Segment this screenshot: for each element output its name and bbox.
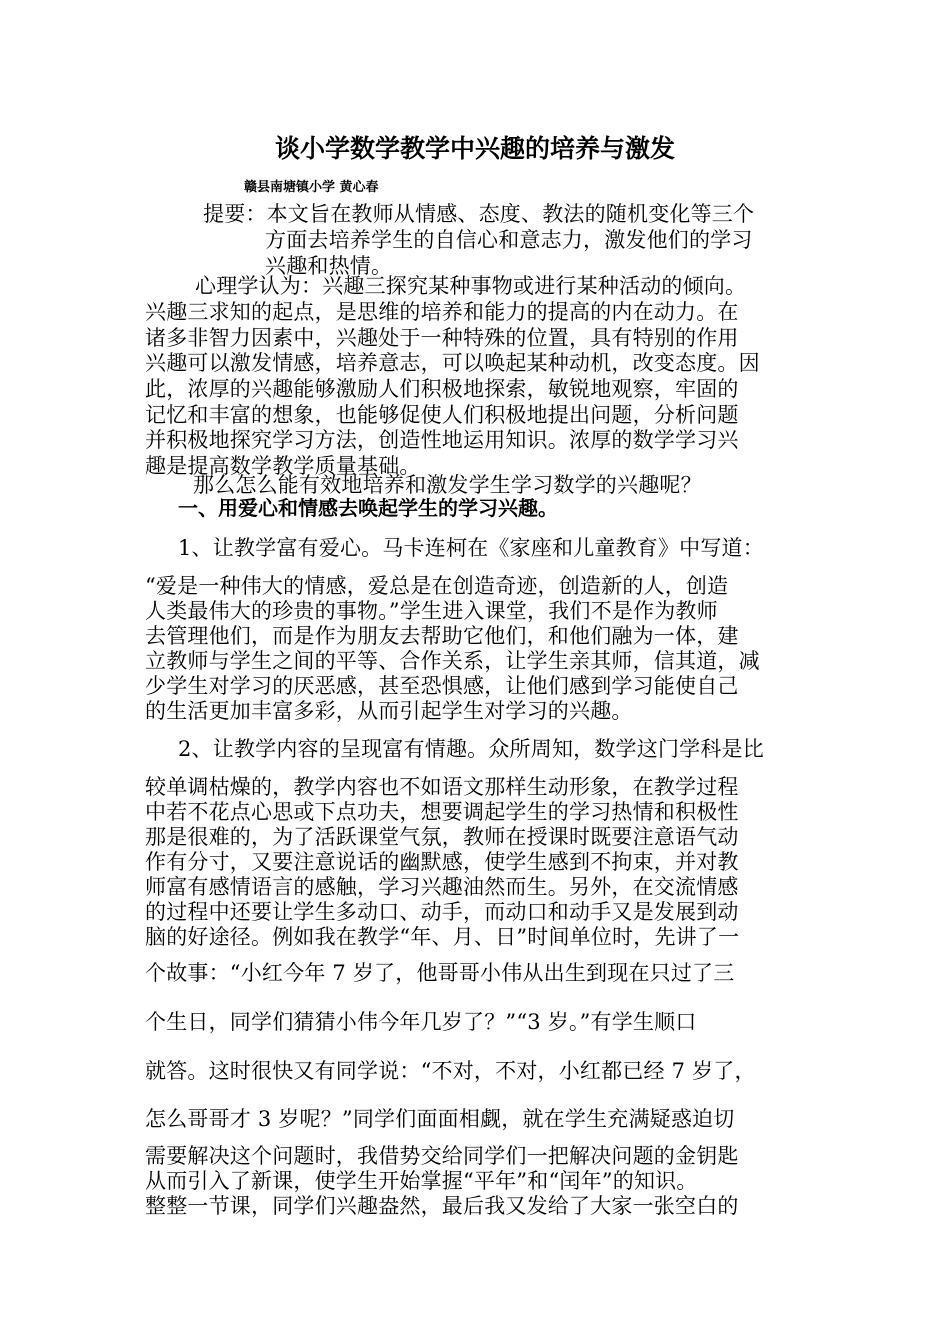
paragraph-line: 人类最伟大的珍贵的事物。”学生进入课堂，我们不是作为教师 xyxy=(145,599,718,623)
paragraph-line: 整整一节课，同学们兴趣盎然，最后我又发给了大家一张空白的 xyxy=(145,1194,739,1218)
paragraph-line: 需要解决这个问题时，我借势交给同学们一把解决问题的金钥匙 xyxy=(145,1144,739,1168)
paragraph-line: 趣是提高数学教学质量基础。 xyxy=(145,454,421,478)
paragraph-line: 的过程中还要让学生多动口、动手，而动口和动手又是发展到动 xyxy=(145,900,739,924)
paragraph-line: 去管理他们，而是作为朋友去帮助它他们，和他们融为一体，建 xyxy=(145,624,739,648)
paragraph-line: “爱是一种伟大的情感，爱总是在创造奇迹，创造新的人，创造 xyxy=(145,574,729,598)
paragraph-line: 的生活更加丰富多彩，从而引起学生对学习的兴趣。 xyxy=(145,699,633,723)
paragraph-line: 师富有感情语言的感触，学习兴趣油然而生。另外，在交流情感 xyxy=(145,875,739,899)
document-title: 谈小学数学教学中兴趣的培养与激发 xyxy=(274,134,675,163)
paragraph-line: 个生日，同学们猜猜小伟今年几岁了？”“3 岁。”有学生顺口 xyxy=(145,1010,697,1034)
author-line: 赣县南塘镇小学 黄心春 xyxy=(244,180,379,195)
paragraph-line: 2、让教学内容的呈现富有情趣。众所周知，数学这门学科是比 xyxy=(178,737,764,761)
section-heading: 一、用爱心和情感去唤起学生的学习兴趣。 xyxy=(178,496,558,520)
paragraph-line: 脑的好途径。例如我在教学“年、月、日”时间单位时，先讲了一 xyxy=(145,925,740,949)
paragraph-line: 兴趣可以激发情感，培养意志，可以唤起某种动机，改变态度。因 xyxy=(145,351,760,375)
paragraph-line: 立教师与学生之间的平等、合作关系，让学生亲其师，信其道，减 xyxy=(145,649,760,673)
paragraph-line: 较单调枯燥的，教学内容也不如语文那样生动形象，在教学过程 xyxy=(145,775,739,799)
paragraph-line: 从而引入了新课，使学生开始掌握“平年”和“闰年”的知识。 xyxy=(145,1169,698,1193)
paragraph-line: 就答。这时很快又有同学说：“不对，不对，小红都已经 7 岁了， xyxy=(145,1059,756,1083)
paragraph-line: 并积极地探究学习方法，创造性地运用知识。浓厚的数学学习兴 xyxy=(145,428,739,452)
paragraph-line: 中若不花点心思或下点功夫，想要调起学生的学习热情和积极性 xyxy=(145,800,739,824)
abstract-line: 方面去培养学生的自信心和意志力，激发他们的学习 xyxy=(265,228,753,252)
paragraph-line: 少学生对学习的厌恶感，甚至恐惧感，让他们感到学习能使自己 xyxy=(145,674,739,698)
abstract-line: 兴趣和热情。 xyxy=(265,254,393,278)
paragraph-line: 诸多非智力因素中，兴趣处于一种特殊的位置，具有特别的作用 xyxy=(145,326,739,350)
paragraph-line: 兴趣三求知的起点，是思维的培养和能力的提高的内在动力。在 xyxy=(145,300,739,324)
question-line: 那么怎么能有效地培养和激发学生学习数学的兴趣呢？ xyxy=(193,473,702,497)
paragraph-line: 作有分寸，又要注意说话的幽默感，使学生感到不拘束，并对教 xyxy=(145,850,739,874)
abstract-line: 提要：本文旨在教师从情感、态度、教法的随机变化等三个 xyxy=(203,202,755,226)
paragraph-line: 个故事：“小红今年 7 岁了，他哥哥小伟从出生到现在只过了三 xyxy=(145,961,735,985)
paragraph-line: 记忆和丰富的想象，也能够促使人们积极地提出问题，分析问题 xyxy=(145,403,739,427)
paragraph-line: 1、让教学富有爱心。马卡连柯在《家座和儿童教育》中写道： xyxy=(178,536,764,560)
paragraph-line: 那是很难的，为了活跃课堂气氛，教师在授课时既要注意语气动 xyxy=(145,825,739,849)
paragraph-line: 心理学认为：兴趣三探究某种事物或进行某种活动的倾向。 xyxy=(195,274,747,298)
paragraph-line: 此，浓厚的兴趣能够激励人们积极地探索，敏锐地观察，牢固的 xyxy=(145,377,739,401)
paragraph-line: 怎么哥哥才 3 岁呢？”同学们面面相觑，就在学生充满疑惑迫切 xyxy=(145,1107,735,1131)
